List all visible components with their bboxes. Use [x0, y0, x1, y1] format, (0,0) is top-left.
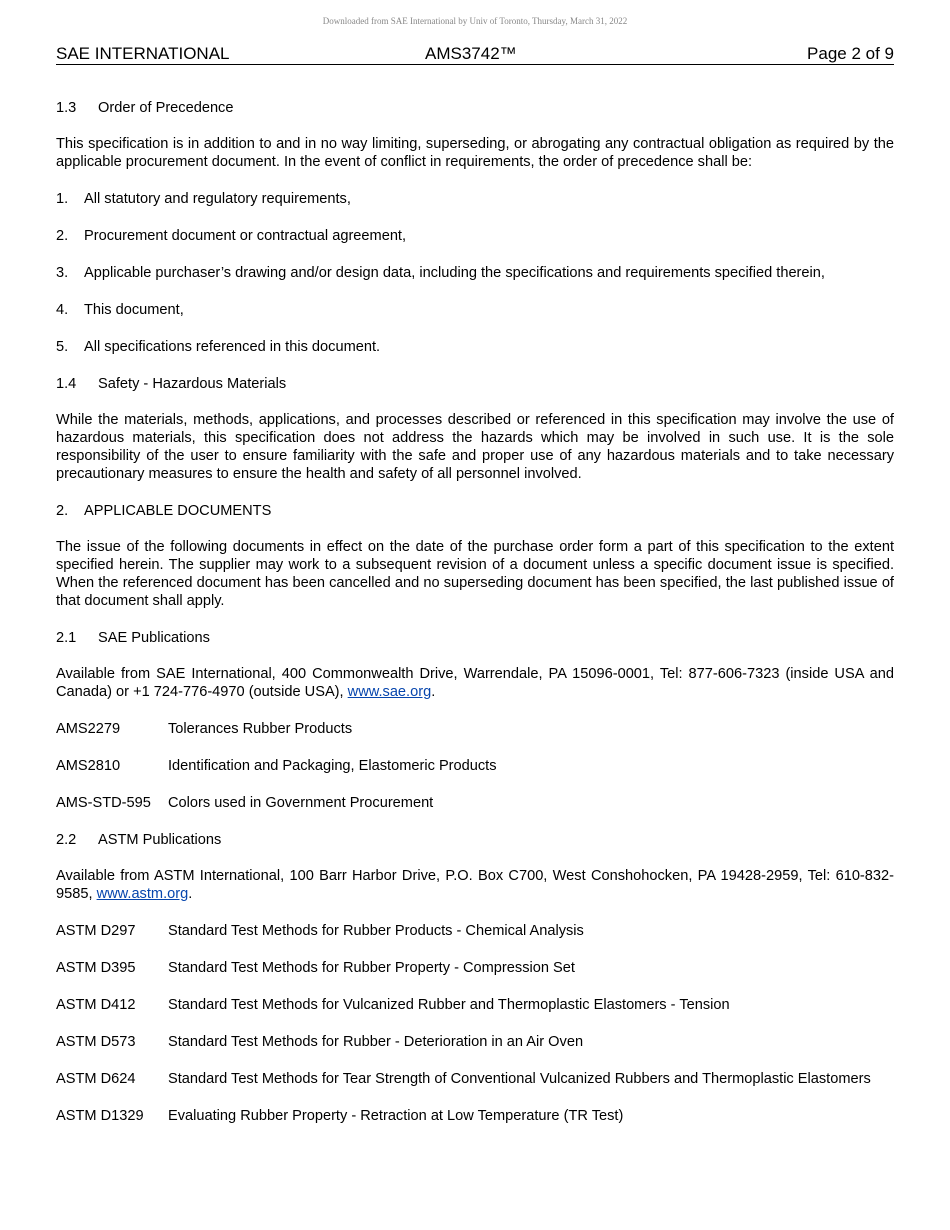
astm-website-link[interactable]: www.astm.org: [96, 886, 189, 902]
availability-text-end: .: [431, 684, 436, 700]
doc-title: Standard Test Methods for Rubber Products - Chemical Analysis: [168, 923, 584, 939]
item-text: All statutory and regulatory requirements,: [84, 191, 351, 207]
doc-title: Standard Test Methods for Rubber Property - Compression Set: [168, 960, 575, 976]
reference-doc-row: [56, 922, 894, 940]
reference-doc-row: [56, 757, 894, 775]
section-1-4-paragraph: While the materials, methods, applications, and processes described or referenced in this specification may involve the use of hazardous materials, this specification does not address the hazards which may be involved in such use. It is the sole responsibility of the user to ensure familiarity with the safe and proper use of any hazardous materials and to take necessary precautionary measures to ensure the health and safety of all personnel involved.: [56, 412, 894, 482]
availability-text: Available from SAE International, 400 Commonwealth Drive, Warrendale, PA 15096-0001, Tel: 877-606-7323 (inside USA and Canada) or +1 724-776-4970 (outside USA),: [56, 666, 894, 700]
doc-title: Standard Test Methods for Rubber - Deterioration in an Air Oven: [168, 1034, 584, 1050]
item-text: Procurement document or contractual agreement,: [84, 228, 407, 244]
doc-code: ASTM D395: [56, 960, 136, 976]
precedence-item: [56, 338, 894, 356]
astm-availability-paragraph: [56, 867, 894, 903]
doc-code: ASTM D412: [56, 997, 136, 1013]
section-1-3-paragraph: This specification is in addition to and in no way limiting, superseding, or abrogating any contractual obligation as required by the applicable procurement document. In the event of conflict in requirements, the order of precedence shall be:: [56, 136, 894, 170]
document-page: [56, 44, 894, 1144]
item-text: All specifications referenced in this document.: [84, 339, 381, 355]
section-title: APPLICABLE DOCUMENTS: [84, 503, 272, 519]
section-number: 1.4: [56, 376, 77, 392]
reference-doc-row: [56, 959, 894, 977]
doc-code: ASTM D297: [56, 923, 136, 939]
section-title: ASTM Publications: [98, 832, 222, 848]
doc-title: Identification and Packaging, Elastomeric Products: [168, 758, 497, 774]
section-number: 2.2: [56, 832, 77, 848]
sae-website-link[interactable]: www.sae.org: [347, 684, 432, 700]
section-title: Order of Precedence: [98, 100, 234, 116]
page-header: [56, 44, 894, 65]
doc-title: Colors used in Government Procurement: [168, 795, 434, 811]
header-doc-number: AMS3742™: [425, 44, 517, 63]
reference-doc-row: [56, 720, 894, 738]
section-number: 1.3: [56, 100, 77, 116]
reference-doc-row: [56, 1070, 894, 1088]
section-title: SAE Publications: [98, 630, 210, 646]
doc-title: Evaluating Rubber Property - Retraction at Low Temperature (TR Test): [168, 1108, 624, 1124]
item-number: 4.: [56, 302, 69, 318]
doc-code: ASTM D573: [56, 1034, 136, 1050]
doc-code: ASTM D1329: [56, 1108, 144, 1124]
doc-code: AMS-STD-595: [56, 795, 151, 811]
item-text: This document,: [84, 302, 184, 318]
download-banner: Downloaded from SAE International by Univ of Toronto, Thursday, March 31, 2022: [322, 16, 628, 26]
availability-text-end: .: [188, 886, 193, 902]
precedence-item: [56, 227, 894, 245]
header-org: SAE INTERNATIONAL: [56, 44, 230, 63]
doc-title: Standard Test Methods for Tear Strength of Conventional Vulcanized Rubbers and Thermoplastic Elastomers: [168, 1071, 871, 1087]
precedence-item: [56, 264, 894, 282]
item-text: Applicable purchaser’s drawing and/or design data, including the specifications and requirements specified therein,: [84, 265, 825, 281]
doc-code: ASTM D624: [56, 1071, 136, 1087]
reference-doc-row: [56, 794, 894, 812]
doc-code: AMS2810: [56, 758, 121, 774]
reference-doc-row: [56, 1033, 894, 1051]
item-number: 3.: [56, 265, 69, 281]
section-number: 2.1: [56, 630, 77, 646]
header-page-number: Page 2 of 9: [807, 44, 894, 63]
item-number: 5.: [56, 339, 69, 355]
section-1-3-heading: [56, 99, 894, 117]
section-title: Safety - Hazardous Materials: [98, 376, 287, 392]
availability-text: Available from ASTM International, 100 Barr Harbor Drive, P.O. Box C700, West Conshohocken, PA 19428-2959, Tel: 610-832-9585,: [56, 868, 894, 902]
doc-title: Tolerances Rubber Products: [168, 721, 353, 737]
doc-title: Standard Test Methods for Vulcanized Rubber and Thermoplastic Elastomers - Tension: [168, 997, 730, 1013]
section-2-1-heading: [56, 629, 894, 647]
item-number: 2.: [56, 228, 69, 244]
reference-doc-row: [56, 996, 894, 1014]
precedence-item: [56, 190, 894, 208]
document-body: [56, 99, 894, 1125]
section-2-paragraph: The issue of the following documents in effect on the date of the purchase order form a part of this specification to the extent specified herein. The supplier may work to a subsequent revision of a document unless a specific document issue is specified. When the referenced document has been cancelled and no superseding document has been specified, the last published issue of that document shall apply.: [56, 539, 894, 609]
reference-doc-row: [56, 1107, 894, 1125]
item-number: 1.: [56, 191, 69, 207]
section-1-4-heading: [56, 375, 894, 393]
section-2-2-heading: [56, 831, 894, 849]
doc-code: AMS2279: [56, 721, 121, 737]
section-number: 2.: [56, 503, 69, 519]
section-2-heading: [56, 502, 894, 520]
precedence-item: [56, 301, 894, 319]
sae-availability-paragraph: [56, 665, 894, 701]
